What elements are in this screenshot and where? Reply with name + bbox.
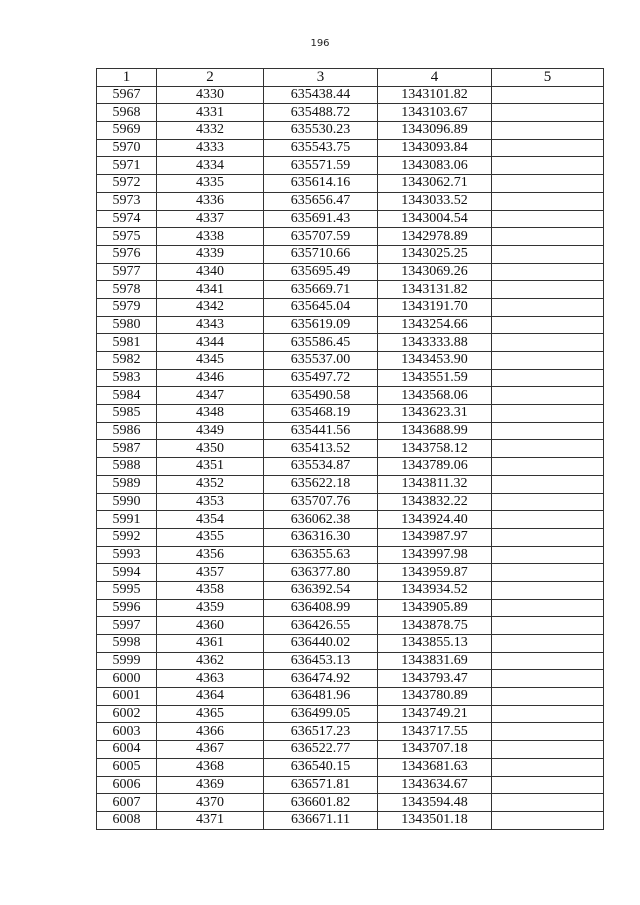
table-cell xyxy=(492,298,604,316)
table-cell: 4353 xyxy=(157,493,264,511)
table-cell: 1342978.89 xyxy=(378,228,492,246)
table-row xyxy=(97,475,604,493)
column-header: 1 xyxy=(97,69,157,87)
table-cell xyxy=(492,352,604,370)
table-row xyxy=(97,281,604,299)
table-cell: 4365 xyxy=(157,705,264,723)
table-cell: 4346 xyxy=(157,369,264,387)
table-cell: 1343717.55 xyxy=(378,723,492,741)
table-cell: 1343069.26 xyxy=(378,263,492,281)
table-cell: 1343789.06 xyxy=(378,458,492,476)
table-cell: 635707.76 xyxy=(264,493,378,511)
table-cell: 5999 xyxy=(97,652,157,670)
table-cell: 4361 xyxy=(157,635,264,653)
table-cell: 4363 xyxy=(157,670,264,688)
coordinates-table xyxy=(96,68,604,830)
table-cell xyxy=(492,281,604,299)
table-cell: 1343780.89 xyxy=(378,688,492,706)
table-row xyxy=(97,758,604,776)
table-row xyxy=(97,635,604,653)
table-cell: 636453.13 xyxy=(264,652,378,670)
table-cell: 1343905.89 xyxy=(378,599,492,617)
table-cell: 5986 xyxy=(97,422,157,440)
table-cell: 5992 xyxy=(97,528,157,546)
table-cell: 1343959.87 xyxy=(378,564,492,582)
table-cell xyxy=(492,688,604,706)
table-cell: 6000 xyxy=(97,670,157,688)
table-cell: 4358 xyxy=(157,581,264,599)
table-cell xyxy=(492,192,604,210)
table-cell xyxy=(492,263,604,281)
column-header: 2 xyxy=(157,69,264,87)
table-cell: 6002 xyxy=(97,705,157,723)
table-cell: 4371 xyxy=(157,811,264,829)
table-row xyxy=(97,405,604,423)
table-cell: 5970 xyxy=(97,139,157,157)
table-cell: 6008 xyxy=(97,811,157,829)
table-row xyxy=(97,369,604,387)
table-row xyxy=(97,546,604,564)
table-row xyxy=(97,122,604,140)
table-cell xyxy=(492,334,604,352)
table-cell: 4348 xyxy=(157,405,264,423)
table-cell: 1343254.66 xyxy=(378,316,492,334)
table-cell: 4336 xyxy=(157,192,264,210)
table-cell: 1343453.90 xyxy=(378,352,492,370)
table-cell: 1343681.63 xyxy=(378,758,492,776)
table-cell xyxy=(492,635,604,653)
table-cell: 1343191.70 xyxy=(378,298,492,316)
table-cell: 635497.72 xyxy=(264,369,378,387)
table-cell: 4338 xyxy=(157,228,264,246)
table-row xyxy=(97,228,604,246)
table-cell: 636408.99 xyxy=(264,599,378,617)
table-row xyxy=(97,316,604,334)
table-cell: 4352 xyxy=(157,475,264,493)
table-cell: 5971 xyxy=(97,157,157,175)
table-cell: 4334 xyxy=(157,157,264,175)
table-cell xyxy=(492,316,604,334)
table-cell: 4344 xyxy=(157,334,264,352)
table-cell: 5990 xyxy=(97,493,157,511)
table-row xyxy=(97,175,604,193)
table-cell: 4359 xyxy=(157,599,264,617)
table-cell xyxy=(492,387,604,405)
table-cell xyxy=(492,670,604,688)
table-cell: 1343707.18 xyxy=(378,741,492,759)
table-row xyxy=(97,705,604,723)
table-cell: 1343025.25 xyxy=(378,245,492,263)
table-cell: 1343997.98 xyxy=(378,546,492,564)
table-cell: 5978 xyxy=(97,281,157,299)
table-row xyxy=(97,652,604,670)
table-cell: 1343594.48 xyxy=(378,794,492,812)
table-cell xyxy=(492,528,604,546)
column-header: 4 xyxy=(378,69,492,87)
table-cell: 1343551.59 xyxy=(378,369,492,387)
table-cell: 4340 xyxy=(157,263,264,281)
table-cell: 636392.54 xyxy=(264,581,378,599)
table-cell xyxy=(492,405,604,423)
table-row xyxy=(97,422,604,440)
table-cell: 4366 xyxy=(157,723,264,741)
table-cell: 4347 xyxy=(157,387,264,405)
table-cell: 4368 xyxy=(157,758,264,776)
table-row xyxy=(97,387,604,405)
table-row xyxy=(97,139,604,157)
table-cell: 1343934.52 xyxy=(378,581,492,599)
table-cell xyxy=(492,175,604,193)
table-cell: 4351 xyxy=(157,458,264,476)
table-cell xyxy=(492,245,604,263)
table-cell xyxy=(492,369,604,387)
table-row xyxy=(97,210,604,228)
table-cell: 636062.38 xyxy=(264,511,378,529)
table-cell xyxy=(492,493,604,511)
table-cell: 635438.44 xyxy=(264,86,378,104)
table-cell: 4339 xyxy=(157,245,264,263)
table-cell: 636601.82 xyxy=(264,794,378,812)
table-cell: 636377.80 xyxy=(264,564,378,582)
table-cell: 635468.19 xyxy=(264,405,378,423)
table-cell xyxy=(492,139,604,157)
table-row xyxy=(97,440,604,458)
table-cell: 1343924.40 xyxy=(378,511,492,529)
table-cell: 635441.56 xyxy=(264,422,378,440)
table-cell: 636540.15 xyxy=(264,758,378,776)
table-row xyxy=(97,192,604,210)
table-cell: 635586.45 xyxy=(264,334,378,352)
table-cell: 6007 xyxy=(97,794,157,812)
table-cell: 1343004.54 xyxy=(378,210,492,228)
table-cell: 635534.87 xyxy=(264,458,378,476)
table-cell: 5974 xyxy=(97,210,157,228)
table-cell: 1343832.22 xyxy=(378,493,492,511)
table-row xyxy=(97,86,604,104)
table-cell: 4362 xyxy=(157,652,264,670)
table-row xyxy=(97,263,604,281)
table-row xyxy=(97,688,604,706)
table-cell: 5975 xyxy=(97,228,157,246)
table-cell: 5993 xyxy=(97,546,157,564)
table-cell xyxy=(492,776,604,794)
table-cell: 5969 xyxy=(97,122,157,140)
table-cell xyxy=(492,617,604,635)
table-cell: 5996 xyxy=(97,599,157,617)
table-cell: 635707.59 xyxy=(264,228,378,246)
table-cell: 4367 xyxy=(157,741,264,759)
table-cell: 4369 xyxy=(157,776,264,794)
table-cell: 5981 xyxy=(97,334,157,352)
table-row xyxy=(97,741,604,759)
table-row xyxy=(97,493,604,511)
table-cell: 636355.63 xyxy=(264,546,378,564)
table-cell xyxy=(492,811,604,829)
table-row xyxy=(97,352,604,370)
table-cell: 1343987.97 xyxy=(378,528,492,546)
table-cell xyxy=(492,794,604,812)
table-cell: 4357 xyxy=(157,564,264,582)
table-row xyxy=(97,794,604,812)
table-cell: 5973 xyxy=(97,192,157,210)
table-cell: 635691.43 xyxy=(264,210,378,228)
table-cell: 5982 xyxy=(97,352,157,370)
table-cell: 1343811.32 xyxy=(378,475,492,493)
table-cell: 1343855.13 xyxy=(378,635,492,653)
table-cell: 5968 xyxy=(97,104,157,122)
table-cell: 4333 xyxy=(157,139,264,157)
table-header-row xyxy=(97,69,604,87)
table-row xyxy=(97,511,604,529)
table-cell: 1343093.84 xyxy=(378,139,492,157)
table-cell: 635645.04 xyxy=(264,298,378,316)
table-cell xyxy=(492,104,604,122)
table-row xyxy=(97,298,604,316)
table-cell: 5976 xyxy=(97,245,157,263)
column-header: 5 xyxy=(492,69,604,87)
table-cell: 4350 xyxy=(157,440,264,458)
table-cell: 636499.05 xyxy=(264,705,378,723)
table-cell xyxy=(492,458,604,476)
table-cell: 1343758.12 xyxy=(378,440,492,458)
table-cell: 636671.11 xyxy=(264,811,378,829)
table-cell: 5979 xyxy=(97,298,157,316)
table-cell: 636522.77 xyxy=(264,741,378,759)
column-header: 3 xyxy=(264,69,378,87)
table-row xyxy=(97,617,604,635)
table-cell: 5997 xyxy=(97,617,157,635)
table-cell: 636474.92 xyxy=(264,670,378,688)
table-cell: 5972 xyxy=(97,175,157,193)
table-cell xyxy=(492,546,604,564)
table-cell xyxy=(492,599,604,617)
table-cell: 5967 xyxy=(97,86,157,104)
table-cell: 4364 xyxy=(157,688,264,706)
table-cell xyxy=(492,705,604,723)
table-cell: 1343103.67 xyxy=(378,104,492,122)
table-cell: 1343096.89 xyxy=(378,122,492,140)
table-cell: 636316.30 xyxy=(264,528,378,546)
table-cell: 4355 xyxy=(157,528,264,546)
table-cell: 636517.23 xyxy=(264,723,378,741)
table-row xyxy=(97,776,604,794)
page-number: 196 xyxy=(310,38,330,49)
table-cell: 1343634.67 xyxy=(378,776,492,794)
table-cell: 4341 xyxy=(157,281,264,299)
table-cell: 6004 xyxy=(97,741,157,759)
table-cell: 6001 xyxy=(97,688,157,706)
table-cell: 5991 xyxy=(97,511,157,529)
table-cell: 635537.00 xyxy=(264,352,378,370)
table-cell: 1343831.69 xyxy=(378,652,492,670)
table-cell: 4345 xyxy=(157,352,264,370)
table-cell: 635530.23 xyxy=(264,122,378,140)
table-cell: 5984 xyxy=(97,387,157,405)
table-cell: 6003 xyxy=(97,723,157,741)
table-row xyxy=(97,157,604,175)
table-row xyxy=(97,670,604,688)
table-cell: 4349 xyxy=(157,422,264,440)
table-row xyxy=(97,528,604,546)
table-cell: 1343083.06 xyxy=(378,157,492,175)
table-cell: 635571.59 xyxy=(264,157,378,175)
table-cell xyxy=(492,581,604,599)
table-cell: 5983 xyxy=(97,369,157,387)
table-cell xyxy=(492,422,604,440)
table-cell: 1343131.82 xyxy=(378,281,492,299)
table-cell: 4354 xyxy=(157,511,264,529)
table-cell: 4330 xyxy=(157,86,264,104)
table-cell xyxy=(492,228,604,246)
table-cell: 5987 xyxy=(97,440,157,458)
table-cell xyxy=(492,86,604,104)
table-cell: 635488.72 xyxy=(264,104,378,122)
table-cell xyxy=(492,440,604,458)
table-cell: 4335 xyxy=(157,175,264,193)
table-cell xyxy=(492,723,604,741)
table-cell: 1343688.99 xyxy=(378,422,492,440)
table-cell: 1343333.88 xyxy=(378,334,492,352)
table-cell: 636426.55 xyxy=(264,617,378,635)
table-cell: 1343501.18 xyxy=(378,811,492,829)
table-row xyxy=(97,811,604,829)
table-cell xyxy=(492,122,604,140)
table-row xyxy=(97,564,604,582)
table-cell: 635490.58 xyxy=(264,387,378,405)
table-cell xyxy=(492,758,604,776)
table-cell: 635710.66 xyxy=(264,245,378,263)
table-cell: 5980 xyxy=(97,316,157,334)
table-cell: 4370 xyxy=(157,794,264,812)
table-row xyxy=(97,723,604,741)
table-cell: 1343793.47 xyxy=(378,670,492,688)
table-row xyxy=(97,104,604,122)
table-cell: 635656.47 xyxy=(264,192,378,210)
table-cell: 4360 xyxy=(157,617,264,635)
table-cell: 4343 xyxy=(157,316,264,334)
table-cell: 1343623.31 xyxy=(378,405,492,423)
table-cell xyxy=(492,475,604,493)
table-cell: 1343878.75 xyxy=(378,617,492,635)
table-cell: 635619.09 xyxy=(264,316,378,334)
table-cell: 4337 xyxy=(157,210,264,228)
table-cell: 4332 xyxy=(157,122,264,140)
table-cell: 636571.81 xyxy=(264,776,378,794)
table-cell: 5977 xyxy=(97,263,157,281)
table-cell xyxy=(492,511,604,529)
table-cell: 6005 xyxy=(97,758,157,776)
table-cell xyxy=(492,741,604,759)
table-cell: 1343568.06 xyxy=(378,387,492,405)
table-cell: 5995 xyxy=(97,581,157,599)
table-cell: 4342 xyxy=(157,298,264,316)
table-cell: 635695.49 xyxy=(264,263,378,281)
table-cell: 635413.52 xyxy=(264,440,378,458)
table-cell: 6006 xyxy=(97,776,157,794)
table-cell: 636440.02 xyxy=(264,635,378,653)
table-cell xyxy=(492,210,604,228)
table-cell xyxy=(492,564,604,582)
table-cell: 635622.18 xyxy=(264,475,378,493)
table-row xyxy=(97,245,604,263)
table-cell: 4331 xyxy=(157,104,264,122)
table-cell: 635614.16 xyxy=(264,175,378,193)
table-row xyxy=(97,599,604,617)
table-cell: 5988 xyxy=(97,458,157,476)
table-row xyxy=(97,581,604,599)
table-cell: 5998 xyxy=(97,635,157,653)
table-cell: 5985 xyxy=(97,405,157,423)
table-cell: 636481.96 xyxy=(264,688,378,706)
table-cell: 1343101.82 xyxy=(378,86,492,104)
table-row xyxy=(97,458,604,476)
table-body xyxy=(97,86,604,829)
table-cell: 4356 xyxy=(157,546,264,564)
table-cell: 1343062.71 xyxy=(378,175,492,193)
table-cell: 5989 xyxy=(97,475,157,493)
table-cell: 5994 xyxy=(97,564,157,582)
table-cell: 635669.71 xyxy=(264,281,378,299)
table-cell: 635543.75 xyxy=(264,139,378,157)
table-cell xyxy=(492,157,604,175)
table-cell: 1343749.21 xyxy=(378,705,492,723)
table-cell xyxy=(492,652,604,670)
table-cell: 1343033.52 xyxy=(378,192,492,210)
table-row xyxy=(97,334,604,352)
